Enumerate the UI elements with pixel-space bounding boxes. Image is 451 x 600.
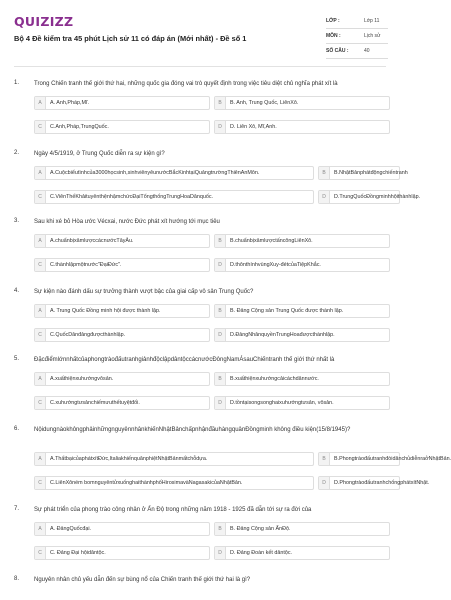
meta-label: LỚP : [326,18,340,24]
question-text: ĐặcđiểmlớnnhấtcủaphongtràođấutranhgiảnhđộclậpdântộccácnướcĐôngNamÁsauChiếntranh thế giới thứ nhất là [34,357,335,363]
document-title: Bộ 4 Đề kiểm tra 45 phút Lịch sử 11 có đáp án (Mới nhất) - Đề số 1 [14,34,247,43]
question-text: NộidungnàokhôngphảinhữngnguyênnhânkhiếnNhậtBảnchấpnhậnđầuhàngquânĐồngminh không điều kiện(15/8/1945)? [34,427,351,433]
option-d[interactable] [214,546,390,560]
option-letter: C [35,191,46,203]
option-letter: C [35,547,46,559]
option-d[interactable] [318,190,421,204]
option-b[interactable] [214,234,390,248]
meta-table [326,14,388,59]
option-a[interactable] [34,452,314,466]
question-text: Sự phát triển của phong trào công nhân ở Ấn Độ trong những năm 1918 - 1925 đã dẫn tới sự ra đời của [34,507,312,513]
option-text: A.xuấthiệnxuhướngvôsản. [50,376,114,382]
header-divider [14,66,386,67]
option-b[interactable] [214,522,390,536]
option-text: C.QuốcDânđảngđượcthànhlập. [50,332,126,338]
option-text: B. Đảng Cộng sản ẤnĐộ. [230,526,291,532]
meta-row-count [326,44,388,59]
option-text: C.LiênXôném bomnguyêntửxuốnghaithànhphốHirosimavàNagasakicủaNhậtBản. [50,480,243,486]
question-number: 7. [14,506,20,512]
meta-label: SỐ CÂU : [326,48,349,54]
option-d[interactable] [214,120,390,134]
option-a[interactable] [34,96,210,110]
question-number: 5. [14,356,20,362]
option-letter: C [35,121,46,133]
option-a[interactable] [34,304,210,318]
option-letter: A [35,453,46,465]
option-text: D.ĐảngNhânquyềnTrungHoađượcthànhlập. [230,332,335,338]
option-text: C.ViênThếKhảituyênthệnhậmchứcĐạiTổngthốngTrungHoaDânquốc. [50,194,214,200]
question-text: Ngày 4/5/1919, ở Trung Quốc diễn ra sự kiện gì? [34,151,165,157]
option-d[interactable] [214,328,390,342]
option-letter: D [215,397,226,409]
option-letter: B [215,97,226,109]
option-text: D. Liên Xô, Mĩ,Anh. [230,124,277,130]
option-letter: B [215,305,226,317]
page-header [0,0,400,70]
option-letter: A [35,235,46,247]
meta-row-grade [326,14,388,29]
option-a[interactable] [34,234,210,248]
option-b[interactable] [214,304,390,318]
option-a[interactable] [34,372,210,386]
option-letter: C [35,397,46,409]
option-c[interactable] [34,258,210,272]
question-text: Nguyên nhân chủ yếu dẫn đến sự bùng nổ của Chiến tranh thế giới thứ hai là gì? [34,577,251,583]
question-number: 8. [14,576,20,582]
option-letter: D [319,191,330,203]
meta-value: 40 [364,48,370,54]
question-text: Sự kiện nào đánh dấu sự trưởng thành vượt bậc của giai cấp vô sản Trung Quốc? [34,289,254,295]
option-text: A.Cuộcbiểutìnhcủa3000họcsinh,sinhviênyêunướcBắcKinhtạiQuảngtrườngThiênAnMôn. [50,170,260,176]
question-number: 1. [14,80,20,86]
option-text: B.chuẩnbịxâmlượctấncôngLiênXô. [230,238,313,244]
option-text: B.NhậtBảnphátđộngchiếntranh [334,170,408,176]
option-text: B. Anh, Trung Quốc, LiênXô. [230,100,299,106]
option-d[interactable] [214,396,390,410]
option-a[interactable] [34,522,210,536]
option-text: D.tồntạisongsonghaixuhướngtưsản, vôsản. [230,400,334,406]
option-text: D.TrungQuốcĐồngminhhộithànhlập. [334,194,421,200]
option-letter: A [35,523,46,535]
quizizz-logo: QUIZIZZ [14,14,74,29]
meta-row-subject [326,29,388,44]
option-letter: D [215,547,226,559]
meta-label: MÔN : [326,33,341,39]
option-letter: A [35,305,46,317]
option-b[interactable] [318,452,451,466]
option-text: A.chuẩnbịxâmlượccácnướcTâyÂu. [50,238,134,244]
option-c[interactable] [34,476,314,490]
option-d[interactable] [318,476,430,490]
option-letter: B [319,167,330,179]
option-text: A. Trung Quốc Đồng minh hội được thành lập. [50,308,161,314]
meta-value: Lịch sử [364,33,381,39]
option-text: C.thànhlậpmộtnước"ĐạiĐức". [50,262,122,268]
option-b[interactable] [214,96,390,110]
option-letter: D [319,477,330,489]
option-c[interactable] [34,120,210,134]
question-number: 6. [14,426,20,432]
option-text: C.Anh,Pháp,TrungQuốc. [50,124,109,130]
option-text: B.PhongtràođấutranhđòidânchủdiễnraởNhậtBản. [334,456,451,462]
option-text: A. ĐảngQuốcđại. [50,526,92,532]
option-text: D.thônthínhvùngXuy-đétcủaTiệpKhắc. [230,262,321,268]
option-letter: A [35,373,46,385]
option-c[interactable] [34,546,210,560]
option-letter: C [35,329,46,341]
option-letter: D [215,259,226,271]
option-text: D.PhongtràođấutranhchốngphátxítNhật. [334,480,430,486]
option-d[interactable] [214,258,390,272]
question-number: 2. [14,150,20,156]
option-b[interactable] [214,372,390,386]
option-text: B. Đảng Cộng sản Trung Quốc được thành lập. [230,308,344,314]
meta-value: Lớp 11 [364,18,380,24]
option-c[interactable] [34,396,210,410]
question-text: Trong Chiến tranh thế giới thứ hai, những quốc gia đóng vai trò quyết định trong việc tiêu diệt chủ nghĩa phát xít là [34,81,338,87]
option-a[interactable] [34,166,314,180]
option-text: C.xuhướngtưsảnchiếmưuthếtuyệtđối. [50,400,140,406]
option-c[interactable] [34,190,314,204]
question-text: Sau khi xé bỏ Hòa ước Vécxai, nước Đức phát xít hướng tới mục tiêu [34,219,220,225]
question-number: 3. [14,218,20,224]
option-letter: D [215,121,226,133]
option-b[interactable] [318,166,408,180]
option-letter: C [35,259,46,271]
option-text: D. Đảng Đoàn kết dântộc. [230,550,293,556]
option-letter: D [215,329,226,341]
option-c[interactable] [34,328,210,342]
option-text: A. Anh,Pháp,Mĩ. [50,100,89,106]
option-text: C. Đảng Đại hộidântộc. [50,550,106,556]
option-letter: A [35,97,46,109]
option-text: A.ThấtbạicủaphátxítĐức,ItaliakhiếnquânphiệtNhậtBảnmấtchỗdựa. [50,456,208,462]
question-number: 4. [14,288,20,294]
option-letter: C [35,477,46,489]
option-letter: B [319,453,330,465]
option-letter: B [215,373,226,385]
option-letter: B [215,523,226,535]
option-letter: B [215,235,226,247]
option-letter: A [35,167,46,179]
option-text: B.xuấthiệnxuhướngcảicáchdânnước. [230,376,319,382]
